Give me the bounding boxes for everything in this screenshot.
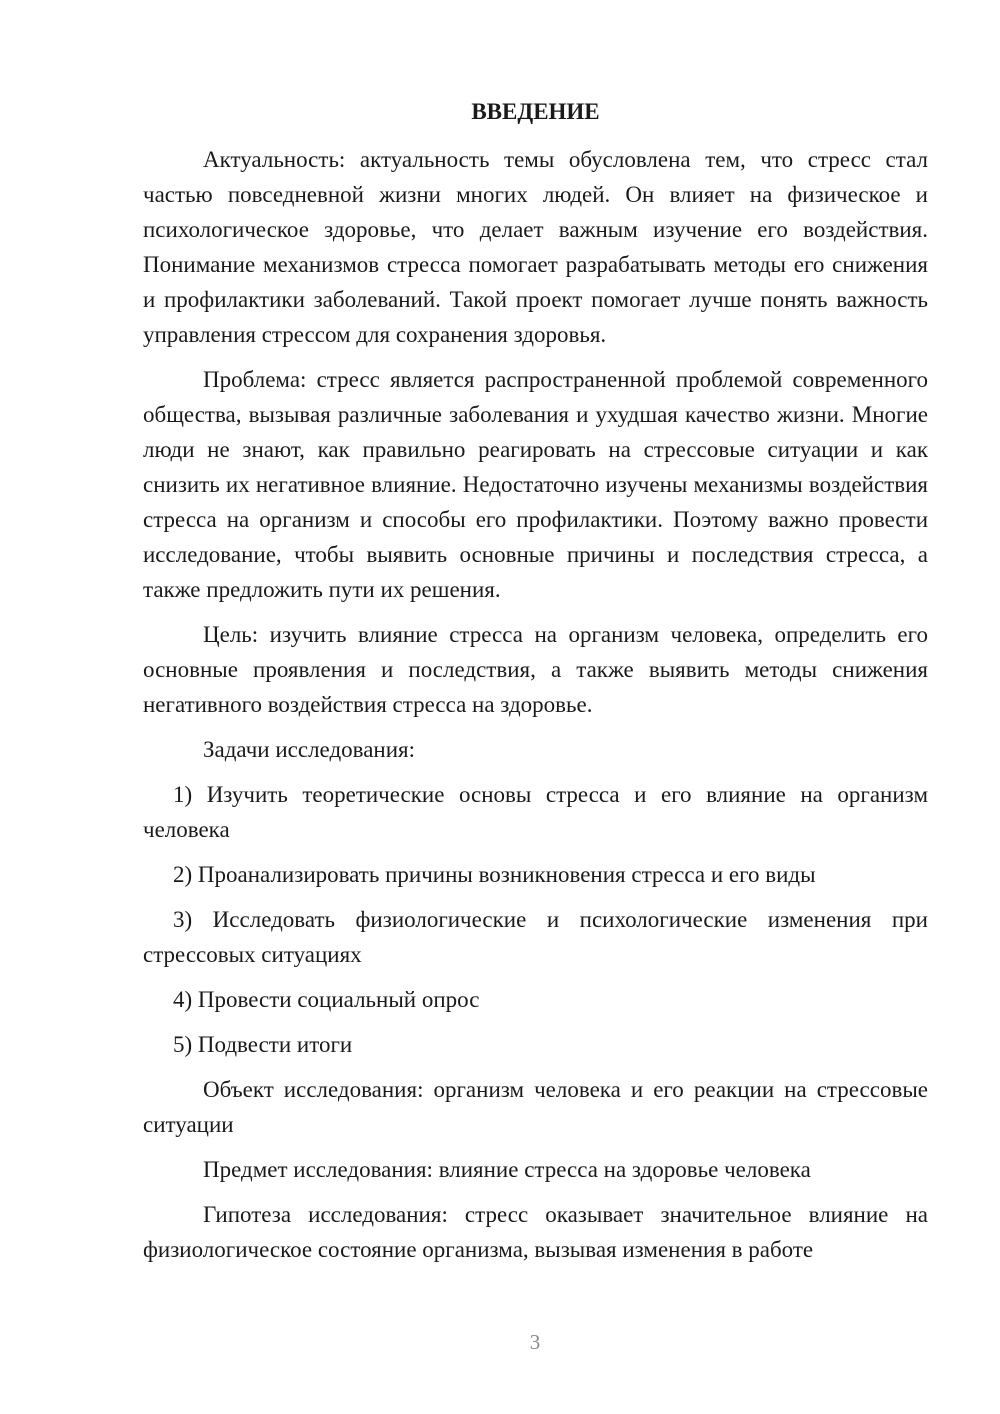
hypothesis-paragraph: Гипотеза исследования: стресс оказывает значительное влияние на физиологическое состояние организма, вызывая изменения в работе [143,1202,928,1262]
relevance-paragraph: Актуальность: актуальность темы обусловлена тем, что стресс стал частью повседневной жизни многих людей. Он влияет на физическое и психологическое здоровье, что делает важным изучение его воздействия. Понимание механизмов стресса помогает разрабатывать методы его снижения и профилактики заболеваний. Такой проект помогает лучше понять важность управления стрессом для сохранения здоровья. [143,147,928,347]
task-item: 1) Изучить теоретические основы стресса и его влияние на организм человека [143,782,928,842]
page-content [143,94,928,1277]
task-item: 2) Проанализировать причины возникновения стресса и его виды [173,862,816,887]
tasks-heading: Задачи исследования: [203,737,416,762]
section-heading: ВВЕДЕНИЕ [471,99,600,124]
task-item: 5) Подвести итоги [173,1032,353,1057]
subject-paragraph: Предмет исследования: влияние стресса на здоровье человека [203,1157,811,1182]
task-item: 4) Провести социальный опрос [173,987,480,1012]
task-item: 3) Исследовать физиологические и психологические изменения при стрессовых ситуациях [143,907,928,967]
page-number: 3 [529,1330,541,1354]
problem-paragraph: Проблема: стресс является распространенной проблемой современного общества, вызывая различные заболевания и ухудшая качество жизни. Многие люди не знают, как правильно реагировать на стрессовые ситуации и как снизить их негативное влияние. Недостаточно изучены механизмы воздействия стресса на организм и способы его профилактики. Поэтому важно провести исследование, чтобы выявить основные причины и последствия стресса, а также предложить пути их решения. [143,367,928,602]
goal-paragraph: Цель: изучить влияние стресса на организм человека, определить его основные проявления и последствия, а также выявить методы снижения негативного воздействия стресса на здоровье. [143,622,928,717]
object-paragraph: Объект исследования: организм человека и его реакции на стрессовые ситуации [143,1077,928,1137]
